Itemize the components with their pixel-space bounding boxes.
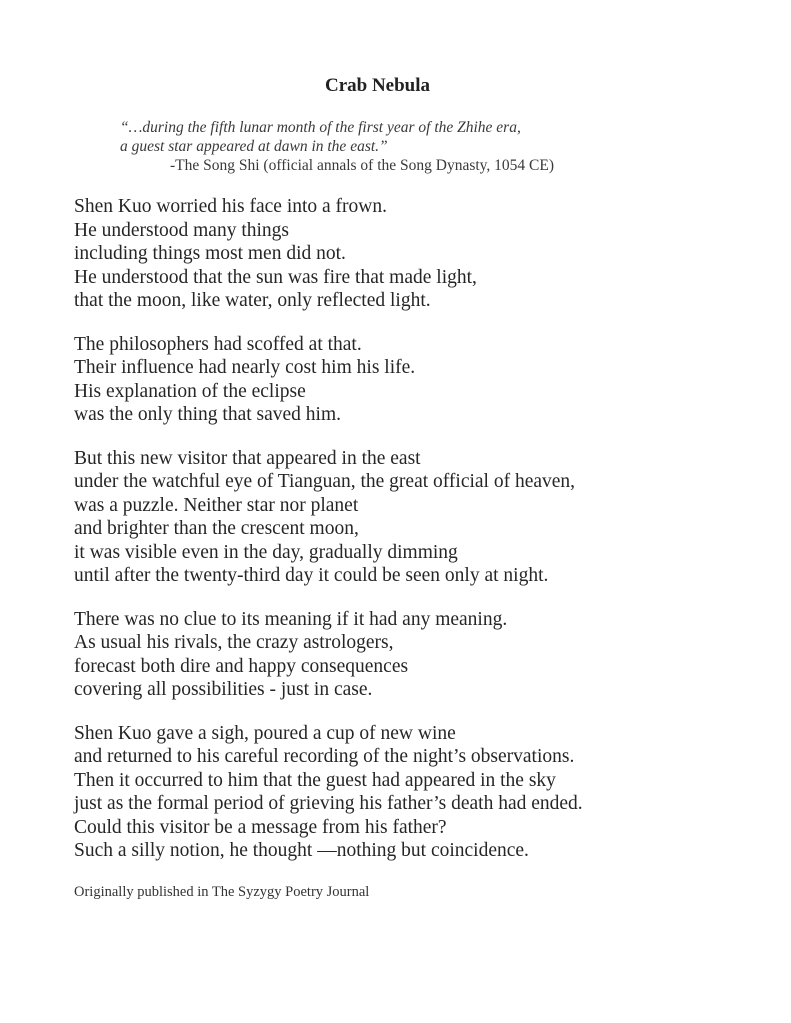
epigraph-line: a guest star appeared at dawn in the east.” [120, 138, 388, 155]
poem-line: Shen Kuo gave a sigh, poured a cup of new wine [74, 722, 456, 744]
poem-line: The philosophers had scoffed at that. [74, 333, 362, 355]
poem-line: There was no clue to its meaning if it had any meaning. [74, 608, 508, 630]
poem-line: forecast both dire and happy consequences [74, 655, 409, 677]
poem-line: under the watchful eye of Tianguan, the great official of heaven, [74, 471, 576, 492]
poem-line: including things most men did not. [74, 243, 346, 264]
poem-line: But this new visitor that appeared in the east [74, 447, 421, 469]
poem-line: just as the formal period of grieving his father’s death had ended. [74, 793, 583, 814]
stanza-4 [74, 608, 583, 702]
poem-line: Shen Kuo worried his face into a frown. [74, 196, 387, 217]
stanza-3 [74, 447, 583, 588]
poem-line: Their influence had nearly cost him his life. [74, 357, 416, 378]
poem-line: and brighter than the crescent moon, [74, 518, 359, 539]
poem-line: His explanation of the eclipse [74, 380, 306, 402]
poem-line: Then it occurred to him that the guest had appeared in the sky [74, 769, 556, 791]
epigraph [120, 118, 554, 175]
poem-line: He understood many things [74, 219, 290, 241]
poem-body [74, 195, 583, 883]
poem-line: Could this visitor be a message from his father? [74, 816, 447, 838]
stanza-5 [74, 722, 583, 863]
poem-line: covering all possibilities - just in case. [74, 679, 373, 700]
publication-note: Originally published in The Syzygy Poetry Journal [74, 884, 370, 900]
epigraph-source: -The Song Shi (official annals of the Song Dynasty, 1054 CE) [170, 157, 555, 174]
stanza-2 [74, 333, 583, 427]
stanza-1 [74, 195, 583, 313]
poem-line: Such a silly notion, he thought —nothing but coincidence. [74, 840, 529, 861]
epigraph-line: “…during the fifth lunar month of the first year of the Zhihe era, [120, 119, 521, 136]
poem-title: Crab Nebula [324, 75, 431, 96]
poem-line: was the only thing that saved him. [74, 404, 342, 425]
poem-line: that the moon, like water, only reflected light. [74, 290, 431, 311]
poem-line: As usual his rivals, the crazy astrologers, [74, 632, 394, 653]
poem-line: until after the twenty-third day it could be seen only at night. [74, 565, 549, 586]
poem-line: He understood that the sun was fire that made light, [74, 266, 477, 288]
poem-line: was a puzzle. Neither star nor planet [74, 494, 359, 516]
poem-line: it was visible even in the day, gradually dimming [74, 541, 458, 563]
poem-line: and returned to his careful recording of the night’s observations. [74, 746, 575, 767]
